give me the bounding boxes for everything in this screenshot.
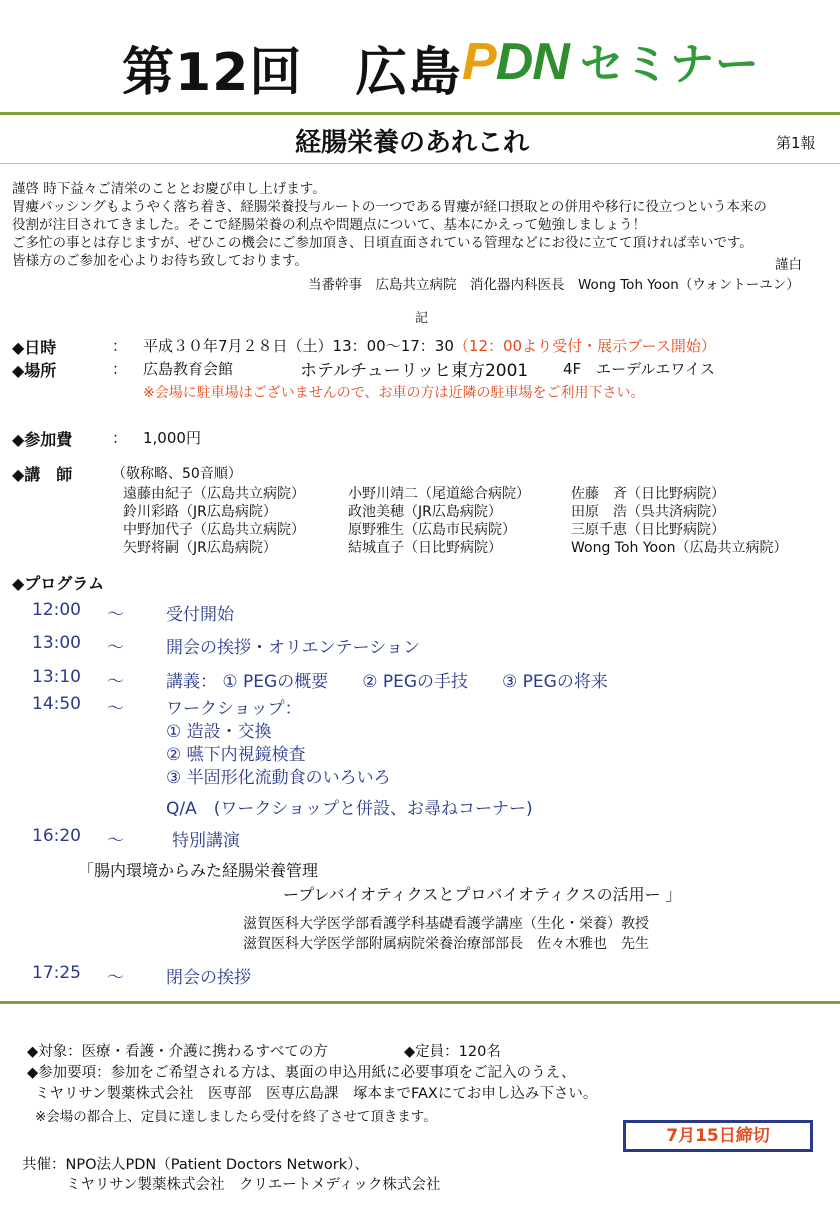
program-tilde-1: ～ bbox=[107, 605, 124, 625]
place-value: 広島教育会館 bbox=[143, 360, 234, 378]
lecturer-note: （敬称略、50音順） bbox=[112, 466, 242, 482]
seminar-subtitle: 経腸栄養のあれこれ bbox=[295, 128, 530, 158]
program-item-1: 受付開始 bbox=[166, 605, 234, 625]
speaker-line-2: 滋賀医科大学医学部附属病院栄養治療部部長 佐々木雅也 先生 bbox=[243, 936, 649, 952]
place-room: 4F エーデルエワイス bbox=[563, 360, 715, 378]
cohost-line-1: 共催：NPO法人PDN（Patient Doctors Network）、 bbox=[22, 1157, 369, 1173]
lecturer-1-3: 佐藤 斉（日比野病院） bbox=[571, 486, 725, 502]
program-tilde-5: ～ bbox=[107, 831, 124, 851]
issue-number: 第1報 bbox=[776, 134, 816, 152]
deadline-badge: 7月15日締切 bbox=[623, 1120, 813, 1152]
capacity-note: ※会場の都合上、定員に達しましたら受付を終了させて頂きます。 bbox=[35, 1109, 437, 1125]
program-item-6: 閉会の挨拶 bbox=[166, 968, 251, 988]
program-item-2: 開会の挨拶・オリエンテーション bbox=[166, 638, 420, 658]
speaker-line-1: 滋賀医科大学医学部看護学科基礎看護学講座（生化・栄養）教授 bbox=[243, 916, 649, 932]
date-note: （12：00より受付・展示ブース開始） bbox=[453, 337, 716, 355]
lecturer-2-1: 鈴川彩路（JR広島病院） bbox=[123, 504, 277, 520]
ki-mark: 記 bbox=[415, 311, 429, 326]
intro-closing: 謹白 bbox=[775, 257, 802, 273]
program-time-3: 13:10 bbox=[32, 667, 81, 687]
apply-line-1: ◆参加要項：参加をご希望される方は、裏面の申込用紙に必要事項をご記入のうえ、 bbox=[27, 1065, 576, 1081]
lecturer-4-1: 矢野将嗣（JR広島病院） bbox=[123, 540, 277, 556]
program-time-4: 14:50 bbox=[32, 694, 81, 714]
pdn-logo bbox=[462, 28, 760, 92]
special-title-2: ープレバイオティクスとプロバイオティクスの活用ー 」 bbox=[283, 885, 682, 904]
lecturer-4-2: 結城直子（日比野病院） bbox=[348, 540, 502, 556]
lecturer-3-3: 三原千恵（日比野病院） bbox=[571, 522, 725, 538]
logo-p: P bbox=[462, 33, 496, 91]
fee-label: ◆参加費 bbox=[12, 430, 73, 449]
program-tilde-2: ～ bbox=[107, 638, 124, 658]
intro-line-5: 皆様方のご参加を心よりお待ち致しております。 bbox=[12, 253, 308, 269]
lecturer-label: ◆講 師 bbox=[12, 465, 73, 484]
workshop-item-2: ② 嚥下内視鏡検査 bbox=[166, 745, 306, 765]
workshop-qa: Q/A (ワークショップと併設、お尋ねコーナー) bbox=[166, 799, 533, 819]
program-time-6: 17:25 bbox=[32, 963, 81, 983]
apply-line-2: ミヤリサン製薬株式会社 医専部 医専広島課 塚本までFAXにてお申し込み下さい。 bbox=[35, 1086, 598, 1102]
workshop-item-3: ③ 半固形化流動食のいろいろ bbox=[166, 768, 391, 788]
date-value bbox=[143, 335, 716, 356]
intro-signature: 当番幹事 広島共立病院 消化器内科医長 Wong Toh Yoon（ウォントーユン） bbox=[308, 277, 800, 293]
target-audience: ◆対象：医療・看護・介護に携わるすべての方 bbox=[27, 1044, 328, 1060]
logo-seminar: セミナー bbox=[579, 39, 760, 90]
footer-rule bbox=[0, 1001, 840, 1004]
logo-dn: DN bbox=[495, 33, 569, 91]
fee-value: 1,000円 bbox=[143, 429, 201, 447]
lecturer-1-2: 小野川靖二（尾道総合病院） bbox=[348, 486, 530, 502]
header-rule bbox=[0, 112, 840, 115]
fee-colon: ： bbox=[112, 429, 128, 447]
program-item-5: 特別講演 bbox=[172, 831, 240, 851]
place-label: ◆場所 bbox=[12, 361, 57, 380]
lecturer-3-2: 原野雅生（広島市民病院） bbox=[348, 522, 516, 538]
lecturer-2-3: 田原 浩（呉共済病院） bbox=[571, 504, 725, 520]
program-time-5: 16:20 bbox=[32, 826, 81, 846]
capacity: ◆定員：120名 bbox=[404, 1044, 501, 1060]
date-colon: ： bbox=[112, 337, 128, 355]
page-title: 第12回 広島 bbox=[122, 43, 462, 103]
special-title-1: 「腸内環境からみた経腸栄養管理 bbox=[78, 861, 319, 880]
program-tilde-3: ～ bbox=[107, 672, 124, 692]
place-hotel: ホテルチューリッヒ東方2001 bbox=[300, 361, 529, 381]
intro-line-3: 役割が注目されてきました。そこで経腸栄養の利点や問題点について、基本にかえって勉強しましょう！ bbox=[12, 217, 646, 233]
intro-line-2: 胃瘻バッシングもようやく落ち着き、経腸栄養投与ルートの一つである胃瘻が経口摂取との併用や移行に役立つという本来の bbox=[12, 199, 767, 215]
date-label: ◆日時 bbox=[12, 338, 57, 357]
cohost-line-2: ミヤリサン製薬株式会社 クリエートメディック株式会社 bbox=[66, 1177, 441, 1193]
lecturer-4-3: Wong Toh Yoon（広島共立病院） bbox=[571, 540, 788, 556]
lecturer-2-2: 政池美穂（JR広島病院） bbox=[348, 504, 502, 520]
place-colon: ： bbox=[112, 360, 128, 378]
parking-note: ※会場に駐車場はございませんので、お車の方は近隣の駐車場をご利用下さい。 bbox=[143, 385, 645, 401]
program-tilde-4: ～ bbox=[107, 699, 124, 719]
workshop-item-1: ① 造設・交換 bbox=[166, 722, 272, 742]
program-item-3: 講義： ① PEGの概要 ② PEGの手技 ③ PEGの将来 bbox=[166, 672, 608, 692]
intro-line-4: ご多忙の事とは存じますが、ぜひこの機会にご参加頂き、日頃直面されている管理などにお役に立てて頂ければ幸いです。 bbox=[12, 235, 753, 251]
lecturer-3-1: 中野加代子（広島共立病院） bbox=[123, 522, 305, 538]
date-text: 平成３０年7月２８日（土）13：00～17：30 bbox=[143, 337, 454, 355]
intro-line-1: 謹啓 時下益々ご清栄のこととお慶び申し上げます。 bbox=[12, 181, 326, 197]
lecturer-1-1: 遠藤由紀子（広島共立病院） bbox=[123, 486, 305, 502]
program-label: ◆プログラム bbox=[12, 574, 105, 593]
program-time-1: 12:00 bbox=[32, 600, 81, 620]
program-time-2: 13:00 bbox=[32, 633, 81, 653]
subtitle-rule bbox=[0, 163, 840, 164]
program-item-4: ワークショップ： bbox=[166, 699, 302, 719]
program-tilde-6: ～ bbox=[107, 968, 124, 988]
